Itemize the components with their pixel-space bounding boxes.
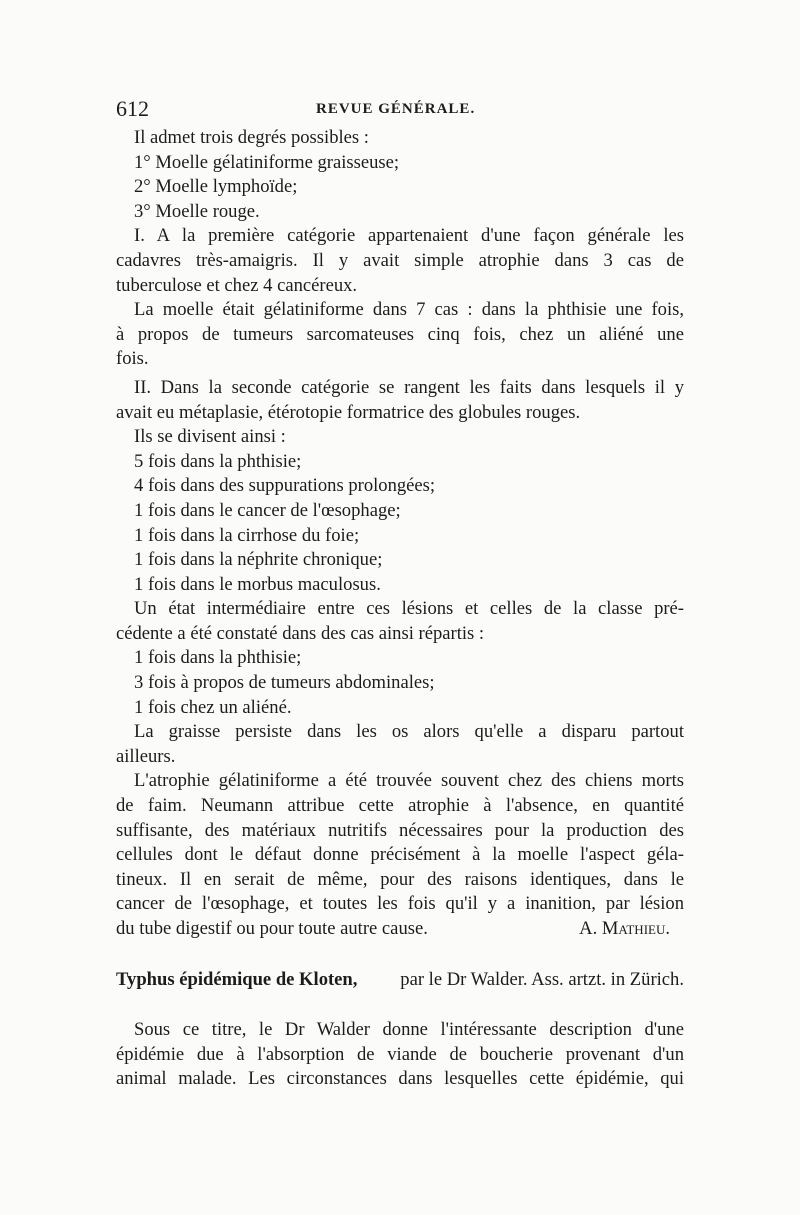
list-item: 4 fois dans des suppurations prolongées; (134, 475, 436, 497)
list-item: 1 fois dans la phthisie; (134, 647, 302, 669)
text-line: La moelle était gélatiniforme dans 7 cas : dans la phthisie une fois, (134, 299, 684, 321)
list-item: 3 fois à propos de tumeurs abdominales; (134, 672, 435, 694)
text-line: animal malade. Les circonstances dans lesquelles cette épidémie, qui (116, 1068, 684, 1090)
list-item: 1° Moelle gélatiniforme graisseuse; (134, 151, 400, 173)
text-line: II. Dans la seconde catégorie se rangent les faits dans lesquels il y (134, 376, 684, 398)
article-body (116, 126, 684, 942)
text-line: Sous ce titre, le Dr Walder donne l'intéressante description d'une (134, 1019, 684, 1041)
text-line: I. A la première catégorie appartenaient d'une façon générale les (134, 225, 684, 247)
text-line: à propos de tumeurs sarcomateuses cinq fois, chez un aliéné une (116, 323, 684, 345)
list-item: 1 fois dans la cirrhose du foie; (134, 524, 360, 546)
list-item: 1 fois dans le morbus maculosus. (134, 573, 381, 595)
section-byline: par le Dr Walder. Ass. artzt. in Zürich. (400, 968, 684, 990)
text-line: tuberculose et chez 4 cancéreux. (116, 274, 358, 296)
text-line: de faim. Neumann attribue cette atrophie à l'absence, en quantité (116, 795, 684, 817)
running-head (116, 96, 684, 126)
text-line: cadavres très-amaigris. Il y avait simple atrophie dans 3 cas de (116, 249, 684, 271)
text-line: suffisante, des matériaux nutritifs nécessaires pour la production des (116, 819, 684, 841)
text-line: avait eu métaplasie, étérotopie formatrice des globules rouges. (116, 401, 581, 423)
list-item: 1 fois dans la néphrite chronique; (134, 549, 383, 571)
list-item: 5 fois dans la phthisie; (134, 450, 302, 472)
page-number: 612 (116, 96, 149, 121)
text-line: cancer de l'œsophage, et toutes les fois qu'il y a inanition, par lésion (116, 893, 684, 915)
list-item: 1 fois chez un aliéné. (134, 696, 292, 718)
text-line: cédente a été constaté dans des cas ainsi répartis : (116, 622, 485, 644)
section-heading (116, 968, 684, 993)
author-signature: A. Mathieu. (579, 918, 670, 939)
text-line: cellules dont le défaut donne précisément à la moelle l'aspect géla- (116, 844, 684, 866)
text-line: épidémie due à l'absorption de viande de boucherie provenant d'un (116, 1043, 684, 1065)
text-line: La graisse persiste dans les os alors qu'elle a disparu partout (134, 721, 684, 743)
list-item: 1 fois dans le cancer de l'œsophage; (134, 499, 401, 521)
running-title: REVUE GÉNÉRALE. (316, 101, 476, 117)
text-line: tineux. Il en serait de même, pour des raisons identiques, dans le (116, 868, 684, 890)
text-line: Ils se divisent ainsi : (134, 426, 286, 448)
text-line: fois. (116, 348, 149, 370)
text-line (116, 917, 684, 942)
text-line-content: du tube digestif ou pour toute autre cause. (116, 918, 428, 939)
section-title: Typhus épidémique de Kloten, (116, 968, 358, 990)
text-line: L'atrophie gélatiniforme a été trouvée souvent chez des chiens morts (134, 770, 684, 792)
text-line: Un état intermédiaire entre ces lésions et celles de la classe pré- (134, 598, 684, 620)
list-item: 3° Moelle rouge. (134, 200, 260, 222)
section-body (116, 1018, 684, 1092)
text-line: Il admet trois degrés possibles : (134, 127, 369, 148)
page (116, 96, 684, 1092)
list-item: 2° Moelle lymphoïde; (134, 176, 298, 198)
text-line: ailleurs. (116, 745, 176, 767)
